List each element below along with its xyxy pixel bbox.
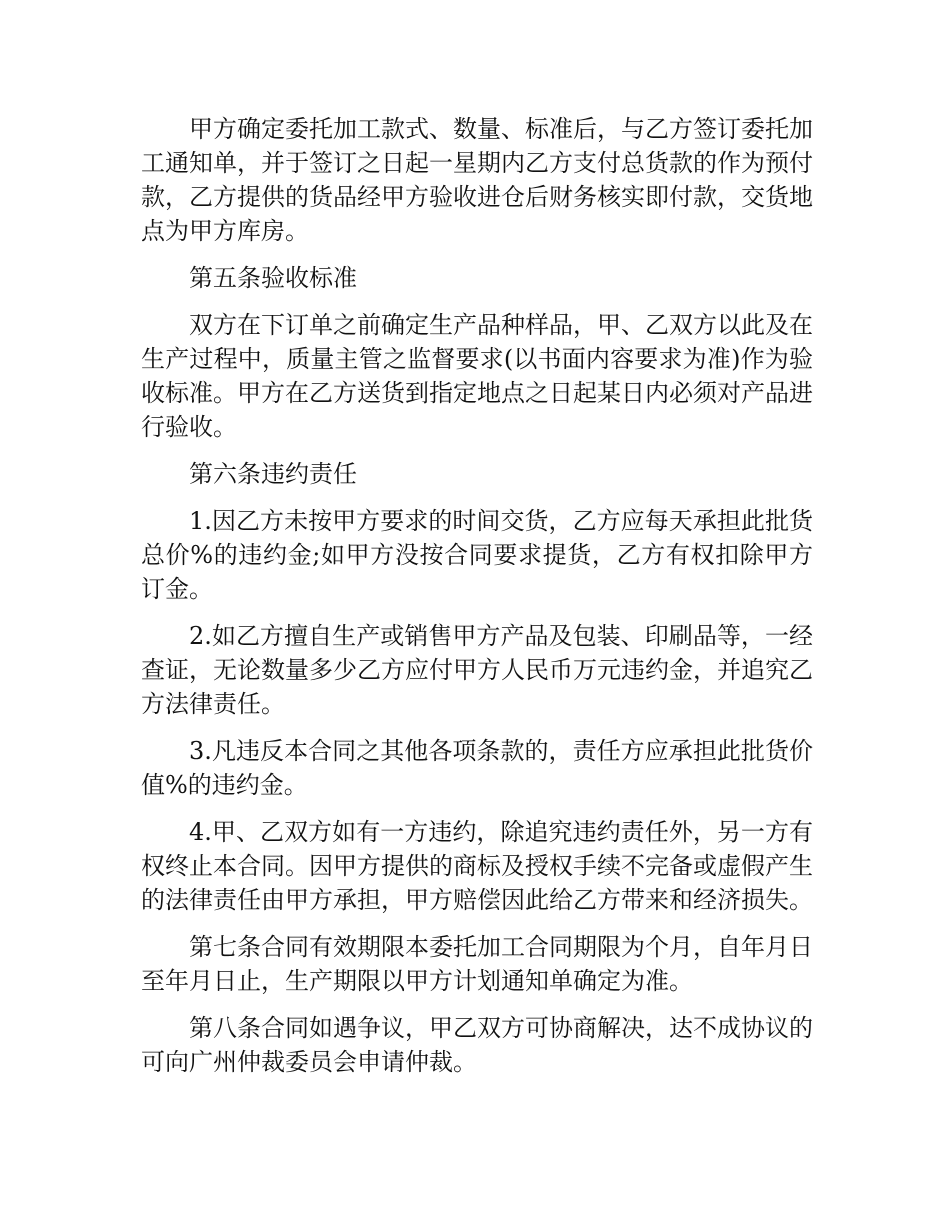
paragraph-article-8: 第八条合同如遇争议，甲乙双方可协商解决，达不成协议的可向广州仲裁委员会申请仲裁。 bbox=[141, 1014, 813, 1076]
paragraph-article-7: 第七条合同有效期限本委托加工合同期限为个月，自年月日至年月日止，生产期限以甲方计划通知单确定为准。 bbox=[141, 933, 813, 995]
document-body bbox=[141, 112, 813, 1092]
paragraph-payment-terms: 甲方确定委托加工款式、数量、标准后，与乙方签订委托加工通知单，并于签订之日起一星期内乙方支付总货款的作为预付款，乙方提供的货品经甲方验收进仓后财务核实即付款，交货地点为甲方库房。 bbox=[141, 115, 813, 245]
paragraph-acceptance-standard: 双方在下订单之前确定生产品种样品，甲、乙双方以此及在生产过程中，质量主管之监督要求(以书面内容要求为准)作为验收标准。甲方在乙方送货到指定地点之日起某日内必须对产品进行验收。 bbox=[141, 311, 813, 441]
paragraph-liability-3: 3.凡违反本合同之其他各项条款的，责任方应承担此批货价值%的违约金。 bbox=[141, 737, 813, 799]
heading-article-5: 第五条验收标准 bbox=[189, 264, 357, 292]
paragraph-liability-4: 4.甲、乙双方如有一方违约，除追究违约责任外，另一方有权终止本合同。因甲方提供的商标及授权手续不完备或虚假产生的法律责任由甲方承担，甲方赔偿因此给乙方带来和经济损失。 bbox=[141, 818, 813, 914]
heading-article-6: 第六条违约责任 bbox=[189, 460, 357, 488]
paragraph-liability-2: 2.如乙方擅自生产或销售甲方产品及包装、印刷品等，一经查证，无论数量多少乙方应付甲方人民币万元违约金，并追究乙方法律责任。 bbox=[141, 622, 813, 718]
paragraph-liability-1: 1.因乙方未按甲方要求的时间交货，乙方应每天承担此批货总价%的违约金;如甲方没按合同要求提货，乙方有权扣除甲方订金。 bbox=[141, 507, 813, 603]
